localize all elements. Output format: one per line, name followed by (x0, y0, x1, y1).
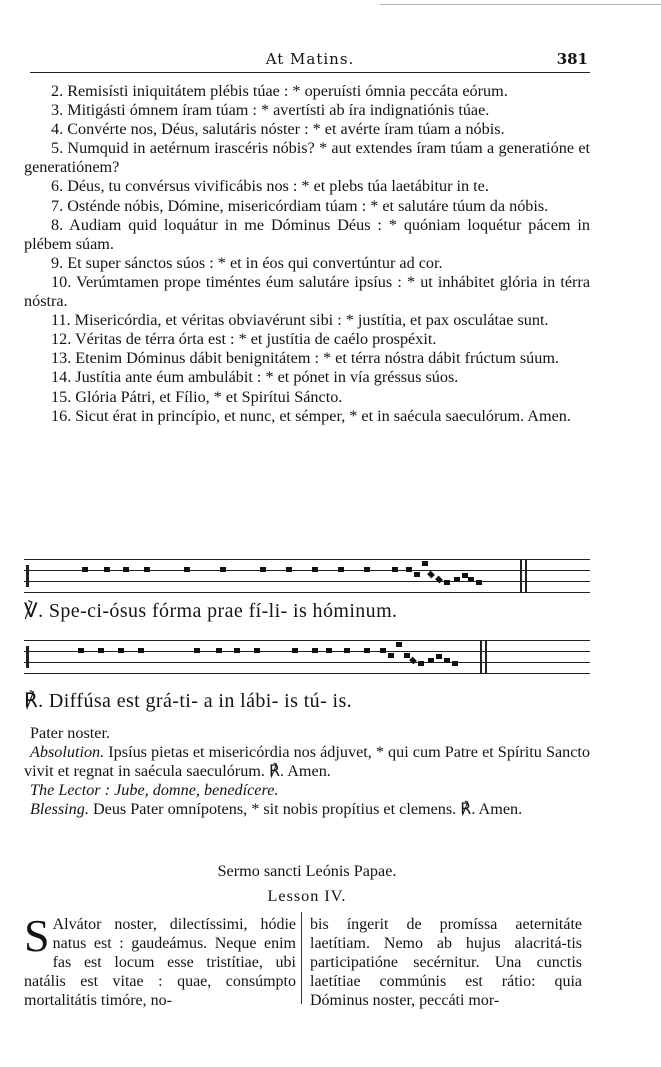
verse: 14. Justítia ante éum ambulábit : * et pónet in vía gréssus súos. (51, 368, 459, 387)
neume-icon (344, 648, 350, 653)
neume-icon (444, 580, 450, 585)
pater-noster: Pater noster. (30, 724, 111, 742)
neume-icon (312, 567, 318, 572)
neume-icon (326, 648, 332, 653)
neume-icon (427, 571, 435, 579)
verse: 7. Osténde nóbis, Dómine, misericórdiam túam : * et salutáre túum da nóbis. (51, 196, 549, 215)
neume-icon (234, 648, 240, 653)
neume-icon (98, 648, 104, 653)
neume-icon (216, 648, 222, 653)
verse: 3. Mitigásti ómnem íram túam : * avertísti ab íra indignatiónis túae. (51, 101, 490, 120)
blessing-text: Deus Pater omnípotens, * sit nobis propítius et clemens. ℟. Amen. (92, 800, 523, 819)
response-text: ℟. Diffúsa est grá-ti- a in lábi- is tú- is. (24, 690, 353, 712)
blessing-label: Blessing. (30, 800, 89, 819)
neume-icon (286, 567, 292, 572)
neume-icon (409, 657, 417, 665)
neume-icon (364, 648, 370, 653)
running-title: At Matins. (265, 50, 355, 68)
column-divider (301, 912, 302, 1004)
lesson-left-column (24, 910, 296, 1010)
neume-icon (422, 561, 428, 566)
neume-icon (144, 567, 150, 572)
top-rule (380, 4, 661, 5)
verse: 4. Convérte nos, Déus, salutáris nóster : * et avérte íram túam a nóbis. (51, 120, 505, 139)
neume-icon (138, 648, 144, 653)
neume-icon (312, 648, 318, 653)
drop-cap: S (24, 910, 50, 961)
lesson-title: Lesson IV. (267, 887, 347, 905)
neume-icon (380, 648, 386, 653)
verse: 8. Audiam quid loquátur in me Dóminus Déus : * quóniam loquétur pácem in plébem súam. (24, 215, 590, 253)
blessing (24, 800, 590, 819)
verse: 9. Et super sánctos súos : * et in éos qui convertúntur ad cor. (51, 253, 443, 272)
neume-icon (78, 648, 84, 653)
absolution-text: Ipsíus pietas et misericórdia nos ádjuvet, * qui cum Patre et Spíritu Sancto vivit et regnat in saécula saeculórum. ℟. Amen. (24, 743, 591, 781)
prayers-block (24, 724, 590, 819)
neume-icon (123, 567, 129, 572)
neume-icon (338, 567, 344, 572)
neume-icon (454, 577, 460, 582)
neume-icon (435, 576, 443, 584)
absolution (24, 743, 590, 781)
neume-icon (194, 648, 200, 653)
verse: 11. Misericórdia, et véritas obviavérunt sibi : * justítia, et pax osculátae sunt. (51, 311, 549, 330)
verse: 15. Glória Pátri, et Fílio, * et Spirítui Sáncto. (51, 387, 343, 406)
header-rule (30, 72, 590, 73)
neume-icon (104, 567, 110, 572)
verse: 13. Etenim Dóminus dábit benignitátem : * et térra nóstra dábit frúctum súum. (51, 349, 560, 368)
neume-icon (404, 653, 410, 658)
neume-icon (388, 653, 394, 658)
lesson-left-text: Alvátor noster, dilectíssimi, hódie natus est : gaudeámus. Neque enim fas est locum esse tristítiae, ubi natális est vitae : quae, consúmpto mortalitátis timóre, no- (24, 916, 296, 1010)
verse: 12. Véritas de térra órta est : * et justítia de caélo prospéxit. (51, 330, 437, 349)
neume-icon (418, 661, 424, 666)
neume-icon (428, 658, 434, 663)
neume-icon (436, 654, 442, 659)
neume-icon (468, 577, 474, 582)
verse: 6. Déus, tu convérsus vivificábis nos : * et plebs túa laetábitur in te. (51, 177, 489, 196)
neume-icon (452, 661, 458, 666)
neume-icon (406, 567, 412, 572)
neume-icon (292, 648, 298, 653)
response-chant-staff (24, 634, 590, 681)
verse: 2. Remisísti iniquitátem plébis túae : * operuísti ómnia peccáta eórum. (51, 82, 508, 100)
c-clef-icon (26, 565, 29, 587)
absolution-label: Absolution. (30, 743, 105, 762)
versicle-text: ℣. Spe-ci-ósus fórma prae fí-li- is hóminum. (24, 600, 398, 622)
verse: 5. Numquid in aetérnum irascéris nóbis? * aut extendes íram túam a generatióne et generatiónem? (24, 139, 590, 177)
neume-icon (220, 567, 226, 572)
neume-icon (254, 648, 260, 653)
neume-icon (184, 567, 190, 572)
sermon-title: Sermo sancti Leónis Papae. (217, 862, 397, 880)
versicle-chant-staff (24, 553, 590, 600)
neume-icon (118, 648, 124, 653)
neume-icon (260, 567, 266, 572)
verse: 16. Sicut érat in princípio, et nunc, et sémper, * et in saécula saeculórum. Amen. (51, 406, 571, 425)
neume-icon (82, 567, 88, 572)
psalm-verses (24, 82, 590, 426)
running-header (30, 50, 590, 70)
neume-icon (392, 567, 398, 572)
page-number: 381 (556, 50, 588, 68)
neume-icon (364, 567, 370, 572)
lector-line: The Lector : Jube, domne, benedícere. (30, 781, 279, 800)
lesson-right-column: bis íngerit de promíssa aeternitáte laetítiam. Nemo ab hujus alacritá-tis participatióne secérnitur. Una cunctis laetítiae commúnis est rátio: quia Dóminus noster, peccáti mor- (310, 916, 582, 1010)
verse: 10. Verúmtamen prope timéntes éum salutáre ipsíus : * ut inhábitet glória in térra nóstra. (24, 272, 590, 311)
neume-icon (396, 642, 402, 647)
neume-icon (444, 658, 450, 663)
c-clef-icon (26, 646, 29, 668)
neume-icon (476, 580, 482, 585)
neume-icon (414, 572, 420, 577)
